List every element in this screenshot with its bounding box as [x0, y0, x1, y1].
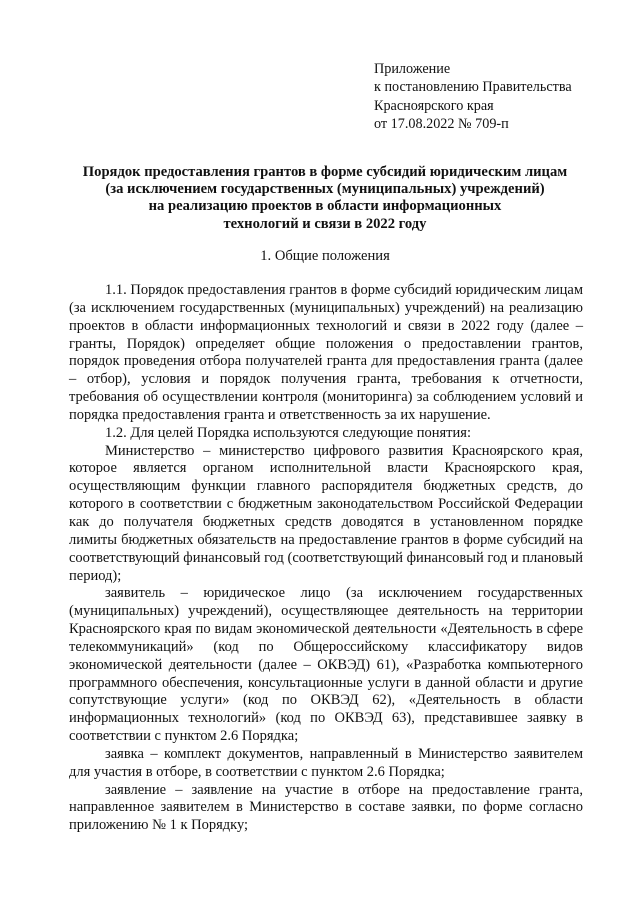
appendix-line: Красноярского края	[374, 97, 494, 114]
paragraph-1-2: 1.2. Для целей Порядка используются следующие понятия:	[105, 424, 471, 441]
appendix-line: Приложение	[374, 61, 451, 77]
title-line: Порядок предоставления грантов в форме субсидий юридическим лицам	[82, 164, 568, 180]
definition-application-package: заявка – комплект документов, направленный в Министерство заявителем для участия в отборе, в соответствии с пунктом 2.6 Порядка;	[69, 745, 583, 780]
appendix-line: к постановлению Правительства	[374, 79, 572, 96]
document-title	[40, 164, 610, 233]
appendix-date-number: от 17.08.2022 № 709-п	[374, 116, 509, 133]
paragraph-1-1: 1.1. Порядок предоставления грантов в форме субсидий юридическим лицам (за исключением государственных (муниципальных) учреждений) на реализацию проектов в области информационных технологий и связи в 2022 году (далее – гранты, Порядок) определяет общие положения о предоставлении грантов, порядок проведения отбора получателей гранта для предоставления гранта (далее – отбор), условия и порядок получения гранта, требования к отчетности, требования об осуществлении контроля (мониторинга) за соблюдением условий и порядка предоставления гранта и ответственность за их нарушение.	[69, 282, 583, 423]
title-line: технологий и связи в 2022 году	[223, 215, 427, 232]
definition-ministry: Министерство – министерство цифрового развития Красноярского края, которое является органом исполнительной власти Красноярского края, осуществляющим функции главного распорядителя бюджетных средств, до которого в соответствии с бюджетным законодательством Российской Федерации как до получателя бюджетных средств доводятся в установленном порядке лимиты бюджетных обязательств на предоставление грантов в форме субсидий на соответствующий финансовый год (соответствующий финансовый год и плановый период);	[69, 442, 583, 584]
title-line: (за исключением государственных (муниципальных) учреждений)	[105, 181, 545, 198]
definition-application-statement: заявление – заявление на участие в отборе на предоставление гранта, направленное заявителем в Министерство в составе заявки, по форме согласно приложению № 1 к Порядку;	[69, 781, 583, 834]
section-heading: 1. Общие положения	[260, 248, 390, 264]
definition-applicant: заявитель – юридическое лицо (за исключением государственных (муниципальных) учреждений), осуществляющее деятельность на территории Красноярского края по видам экономической деятельности «Деятельность в сфере телекоммуникаций» (код по Общероссийскому классификатору видов экономической деятельности (далее – ОКВЭД) 61), «Разработка компьютерного программного обеспечения, консультационные услуги в данной области и другие сопутствующие услуги» (код по ОКВЭД 62), «Деятельность в области информационных технологий» (код по ОКВЭД 63), представившее заявку в соответствии с пунктом 2.6 Порядка;	[69, 585, 583, 745]
appendix-block	[374, 60, 624, 134]
title-line: на реализацию проектов в области информационных	[148, 198, 502, 215]
document-body	[69, 282, 583, 835]
